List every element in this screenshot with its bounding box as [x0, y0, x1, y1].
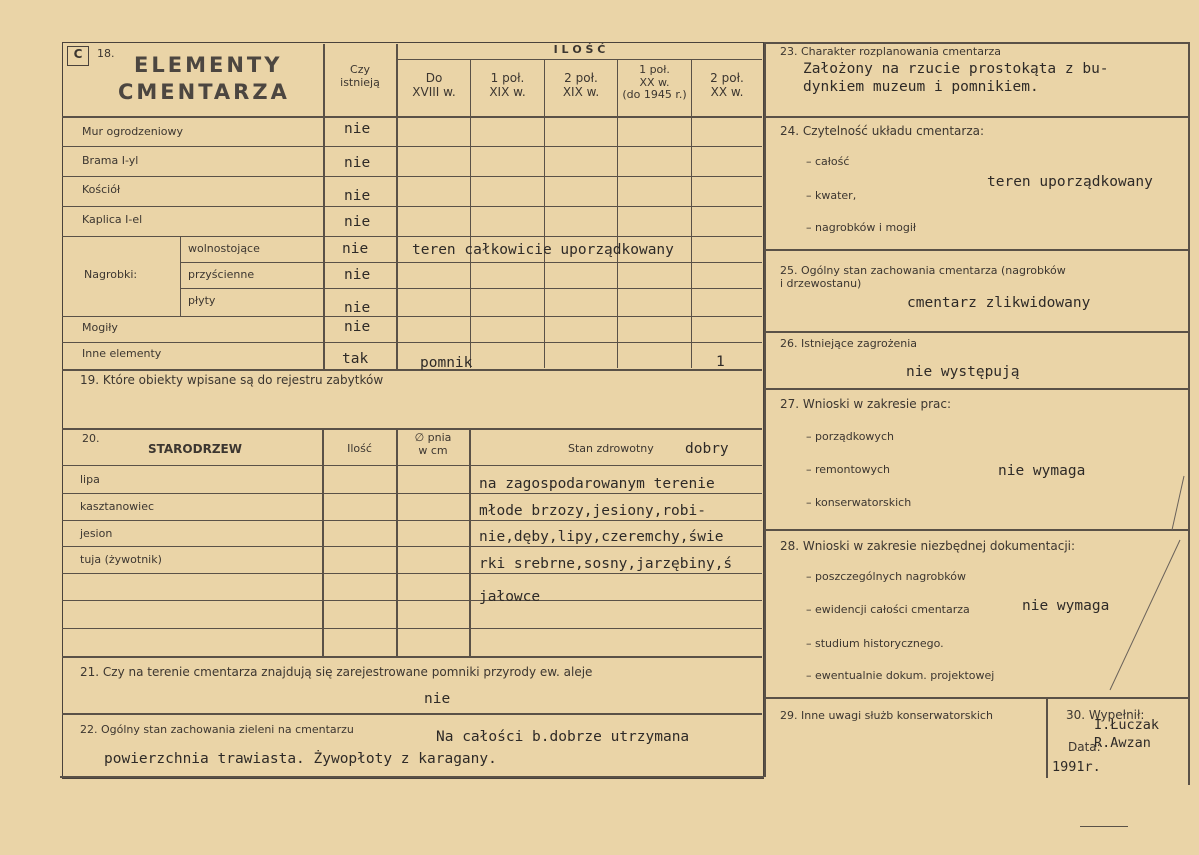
period-line: XIX w.: [489, 84, 526, 99]
section30-date-value: 1991r.: [1052, 759, 1101, 775]
divider: [62, 206, 762, 207]
divider: [544, 60, 545, 368]
divider: [323, 44, 325, 370]
section27-label: 27. Wnioski w zakresie prac:: [780, 397, 952, 411]
period-line: XIX w.: [562, 84, 600, 99]
health-value: dobry: [685, 441, 729, 457]
divider: [62, 116, 762, 118]
exists-value: nie: [344, 121, 371, 137]
row-label-nagrobki: Nagrobki:: [84, 268, 138, 281]
section27-answer: nie wymaga: [998, 463, 1086, 479]
divider: [62, 493, 762, 494]
row-label-wall-mounted: przyścienne: [188, 268, 255, 281]
section28-item: – ewidencji całości cmentarza: [806, 603, 970, 616]
divider: [62, 369, 762, 371]
divider: [397, 59, 762, 60]
row-label-graves: Mogiły: [82, 321, 118, 334]
section26-answer: nie występują: [906, 364, 1020, 380]
divider: [62, 146, 762, 147]
period-2: [471, 72, 544, 100]
other-elements-note: pomnik: [420, 355, 473, 371]
col-header-exists: Czy istnieją: [340, 63, 380, 89]
period-line: Do: [425, 71, 443, 85]
col-header-ilosc: I L O Ś Ć: [553, 43, 606, 56]
col-header-diameter-line: w cm: [418, 443, 448, 457]
section25-answer: cmentarz zlikwidowany: [907, 295, 1091, 311]
section30-label-filled: 30. Wypełnił:: [1066, 708, 1145, 722]
divider: [764, 42, 1189, 44]
other-elements-count: 1: [716, 354, 725, 370]
divider: [1046, 698, 1048, 778]
divider: [62, 713, 762, 715]
col-header-health: Stan zdrowotny: [568, 442, 654, 455]
section25-label-line1: 25. Ogólny stan zachowania cmentarza (nagrobków: [780, 264, 1066, 277]
section28-label: 28. Wnioski w zakresie niezbędnej dokumentacji:: [780, 539, 1076, 553]
tree-note: jałowce: [479, 589, 541, 605]
period-line: 2 poł.: [564, 71, 598, 85]
section24-answer: teren uporządkowany: [987, 174, 1153, 190]
section28-item: – ewentualnie dokum. projektowej: [806, 669, 995, 682]
section21-label: 21. Czy na terenie cmentarza znajdują się zarejestrowane pomniki przyrody ew. aleje: [80, 665, 593, 679]
divider: [764, 331, 1189, 333]
exists-value: nie: [344, 188, 371, 204]
row-label-freestanding: wolnostojące: [188, 242, 260, 255]
section30-filled-by-line2: R.Awzan: [1094, 735, 1151, 751]
section20-title: STARODRZEW: [148, 442, 242, 456]
divider: [470, 60, 471, 368]
divider: [617, 60, 618, 368]
divider: [322, 429, 324, 657]
nagrobki-note: teren całkowicie uporządkowany: [412, 242, 674, 258]
paper-scratch: [1080, 826, 1128, 827]
row-label-chapel: Kaplica I-el: [82, 213, 143, 226]
section-title-line2: CMENTARZA: [118, 80, 290, 104]
col-header-diameter: [397, 432, 469, 457]
section22-answer-line1: Na całości b.dobrze utrzymana: [436, 729, 690, 745]
section20-number: 20.: [82, 432, 100, 445]
section30-filled-by-line1: I.Łuczak: [1094, 717, 1160, 733]
tree-note: rki srebrne,sosny,jarzębiny,ś: [479, 556, 733, 572]
tree-note: nie,dęby,lipy,czeremchy,świe: [479, 529, 724, 545]
exists-value: nie: [344, 214, 371, 230]
divider: [62, 656, 762, 658]
section24-label: 24. Czytelność układu cmentarza:: [780, 124, 985, 138]
divider: [691, 60, 692, 368]
tree-note: na zagospodarowanym terenie: [479, 476, 715, 492]
section27-item: – konserwatorskich: [806, 496, 912, 509]
exists-value: nie: [344, 155, 371, 171]
divider: [764, 388, 1189, 390]
section24-item: – całość: [806, 155, 850, 168]
row-label-other: Inne elementy: [82, 347, 162, 360]
divider: [764, 42, 766, 777]
section23-label: 23. Charakter rozplanowania cmentarza: [780, 45, 1001, 58]
divider: [62, 600, 762, 601]
section-title-line1: ELEMENTY: [134, 53, 283, 77]
strike-stroke: [1080, 470, 1190, 700]
period-line: 1 poł.: [639, 63, 670, 76]
section29-label: 29. Inne uwagi służb konserwatorskich: [780, 709, 993, 722]
tree-name: kasztanowiec: [80, 500, 155, 513]
divider: [62, 573, 762, 574]
tree-name: jesion: [80, 527, 113, 540]
period-line: XVIII w.: [412, 84, 456, 99]
divider: [62, 236, 762, 237]
divider: [764, 249, 1189, 251]
period-line: XX w.: [710, 84, 744, 99]
period-4: [618, 64, 691, 102]
section27-item: – porządkowych: [806, 430, 894, 443]
section22-label: 22. Ogólny stan zachowania zieleni na cmentarzu: [80, 723, 354, 736]
period-line: XX w.: [639, 75, 670, 89]
exists-value: tak: [342, 351, 369, 367]
divider: [62, 176, 762, 177]
section24-item: – kwater,: [806, 189, 857, 202]
section21-answer: nie: [424, 691, 451, 707]
period-1: [398, 72, 470, 100]
section19-label: 19. Które obiekty wpisane są do rejestru zabytków: [80, 373, 384, 387]
divider: [62, 520, 762, 521]
divider: [62, 342, 762, 343]
section28-item: – poszczególnych nagrobków: [806, 570, 966, 583]
divider: [180, 262, 762, 263]
divider: [469, 429, 471, 657]
row-label-wall: Mur ogrodzeniowy: [82, 125, 183, 138]
section-letter: C: [73, 47, 83, 61]
row-label-slabs: płyty: [188, 294, 216, 307]
divider: [180, 236, 181, 316]
section23-answer-line2: dynkiem muzeum i pomnikiem.: [803, 79, 1039, 95]
row-label-church: Kościół: [82, 183, 121, 196]
divider: [764, 116, 1189, 118]
section23-answer-line1: Założony na rzucie prostokąta z bu-: [803, 61, 1109, 77]
tree-note: młode brzozy,jesiony,robi-: [479, 503, 706, 519]
period-line: (do 1945 r.): [622, 88, 687, 102]
exists-value: nie: [342, 241, 369, 257]
section30-label-date: Data:: [1068, 740, 1101, 754]
col-header-diameter-line: ∅ pnia: [414, 431, 452, 444]
exists-value: nie: [344, 319, 371, 335]
col-header-count: Ilość: [347, 442, 372, 455]
period-line: 2 poł.: [710, 71, 744, 85]
divider: [396, 429, 398, 657]
section28-answer: nie wymaga: [1022, 598, 1110, 614]
exists-value: nie: [344, 267, 371, 283]
tree-name: tuja (żywotnik): [80, 553, 162, 566]
period-line: 1 poł.: [490, 71, 525, 85]
section24-item: – nagrobków i mogił: [806, 221, 917, 234]
section22-answer-line2: powierzchnia trawiasta. Żywopłoty z karagany.: [104, 751, 497, 767]
divider: [62, 316, 762, 317]
divider: [62, 465, 762, 466]
section28-item: – studium historycznego.: [806, 637, 944, 650]
divider: [62, 546, 762, 547]
divider: [180, 288, 762, 289]
period-5: [692, 72, 762, 100]
divider: [62, 428, 762, 430]
section27-item: – remontowych: [806, 463, 891, 476]
section25-label-line2: i drzewostanu): [780, 277, 862, 290]
bottom-edge-line: [60, 776, 764, 778]
period-3: [545, 72, 617, 100]
tree-name: lipa: [80, 473, 100, 486]
divider: [62, 628, 762, 629]
exists-value: nie: [344, 300, 371, 316]
row-label-gate: Brama I-yl: [82, 154, 139, 167]
section26-label: 26. Istniejące zagrożenia: [780, 337, 918, 350]
section-number: 18.: [97, 47, 115, 60]
